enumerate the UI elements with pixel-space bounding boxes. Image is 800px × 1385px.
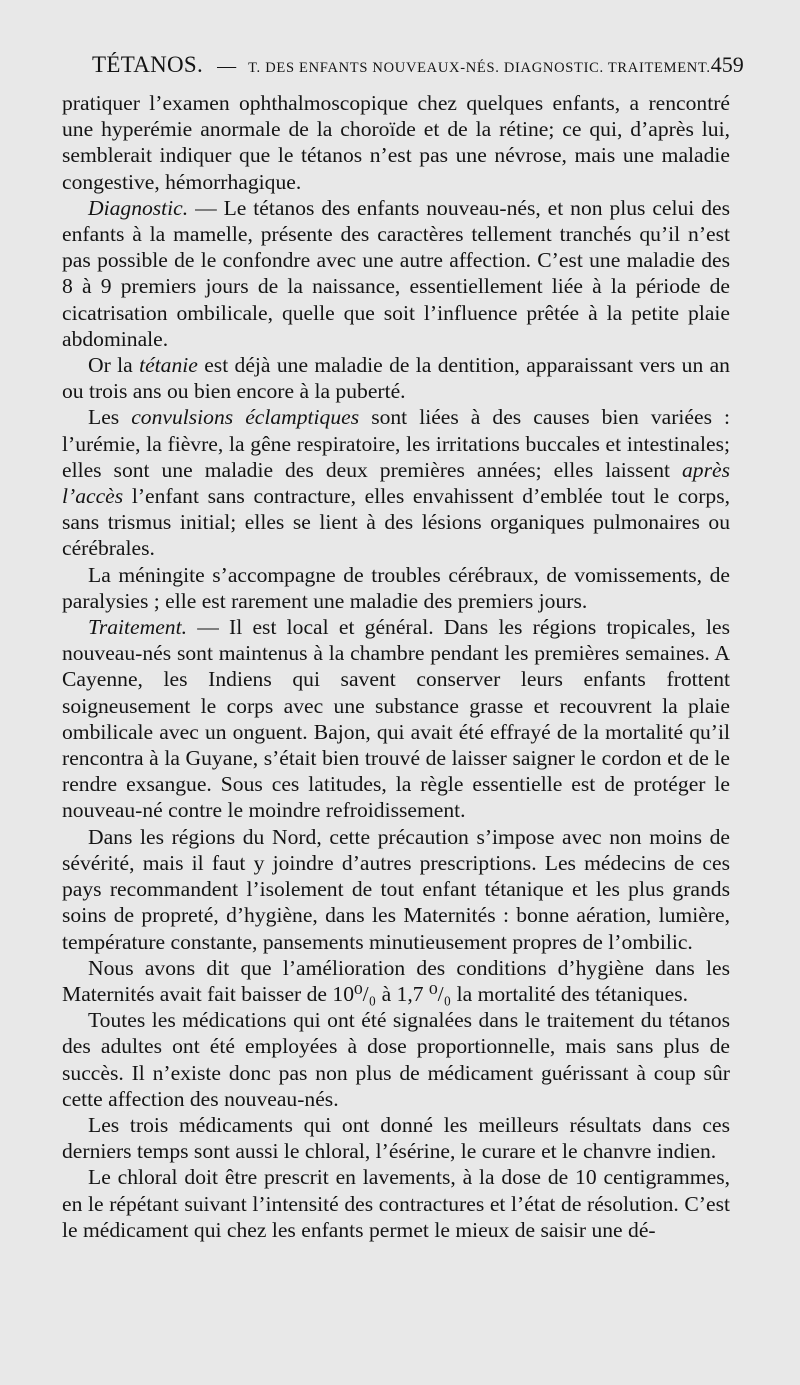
section-heading-traitement: Traitement.: [88, 615, 187, 640]
paragraph-continued: [62, 90, 730, 195]
paragraph-text: Or la: [88, 353, 133, 378]
paragraph-text: La méningite s’accompagne de troubles cérébraux, de vomissements, de paralysies ; elle est rarement une maladie des premiers jours.: [62, 562, 730, 613]
paragraph-text: la mortalité des tétaniques.: [456, 981, 689, 1006]
paragraph-text: Dans les régions du Nord, cette précaution s’impose avec non moins de sévérité, mais il faut y joindre d’autres prescriptions. Les médecins de ces pays recommandent l’isolement de tout enfant tétanique et les plus grands soins de propreté, d’hygiène, dans les Maternités : bonne aération, lumière, température constante, pansements minutieusement propres de l’ombilic.: [62, 824, 730, 954]
italic-term: convulsions éclamptiques: [131, 405, 360, 430]
paragraph-text: l’enfant sans contracture, elles envahissent d’emblée tout le corps, sans trismus initial; elles se lient à des lésions organiques pulmonaires ou cérébrales.: [62, 484, 730, 561]
paragraph-text: Le chloral doit être prescrit en lavements, à la dose de 10 centigrammes, en le répétant suivant l’intensité des contractures et l’état de résolution. C’est le médicament qui chez les enfants permet le mieux de saisir une dé-: [62, 1165, 730, 1242]
paragraph-convulsions: [62, 404, 730, 561]
paragraph-text: Toutes les médications qui ont été signalées dans le traitement du tétanos des adultes ont été employées à dose proportionnelle, mais sans plus de succès. Il n’existe donc pas non plus de médicament guérissant à coup sûr cette affection des nouveau-nés.: [62, 1008, 730, 1111]
paragraph-text: Les: [88, 405, 120, 430]
running-header: [92, 52, 744, 84]
paragraph-text: pratiquer l’examen ophthalmoscopique chez quelques enfants, a rencontré une hyperémie anormale de la choroïde et de la rétine; ce qui, d’après lui, semblerait indiquer que le tétanos n’est pas une névrose, mais une maladie congestive, hémorrhagique.: [62, 91, 730, 194]
paragraph-text: sont liées à des causes bien variées : l’urémie, la fièvre, la gêne respiratoire, les irritations buccales et intestinales; elles sont une maladie des deux premières années; elles laissent: [62, 405, 730, 482]
section-heading-diagnostic: Diagnostic.: [88, 195, 189, 220]
italic-term: tétanie: [139, 353, 198, 378]
paragraph-text: Il est local et général. Dans les régions tropicales, les nouveau-nés sont maintenus à la chambre pendant les premières semaines. A Cayenne, les Indiens qui savent conserver leurs enfants frottent soigneusement le corps avec une substance grasse et recouvrent la plaie ombilicale avec un onguent. Bajon, qui avait été effrayé de la mortalité qu’il rencontra à la Guyane, s’était bien trouvé de laisser saigner le cordon et de le rendre exsangue. Sous ces latitudes, la règle essentielle est de protéger le nouveau-né contre le moindre refroidissement.: [62, 615, 730, 823]
heading-dash: —: [195, 195, 217, 220]
percent-mark: ⁰/₀: [429, 981, 452, 1006]
paragraph-tetanie: [62, 352, 730, 404]
paragraph-diagnostic: [62, 195, 730, 352]
paragraph-meningite: [62, 562, 730, 614]
header-title: TÉTANOS.: [92, 52, 204, 77]
paragraph-text: Nous avons dit que l’amélioration des conditions d’hygiène dans les Maternités avait fait baisser de 10: [62, 955, 730, 1006]
paragraph-text: Le tétanos des enfants nouveau-nés, et non plus celui des enfants à la mamelle, présente des caractères tellement tranchés qu’il n’est pas possible de le confondre avec une autre affection. C’est une maladie des 8 à 9 premiers jours de la naissance, essentiellement liée à la période de cicatrisation ombilicale, quelle que soit l’influence prêtée à la petite plaie abdominale.: [62, 195, 730, 351]
header-dash: —: [217, 56, 237, 77]
paragraph-nord: [62, 824, 730, 955]
page-number: 459: [710, 52, 744, 77]
italic-term: après l’accès: [62, 457, 730, 509]
page-body: [62, 90, 730, 1243]
paragraph-mortalite: [62, 955, 730, 1007]
header-subtitle: T. DES ENFANTS NOUVEAUX-NÉS. DIAGNOSTIC. TRAITEMENT.: [248, 60, 711, 76]
paragraph-medications: [62, 1007, 730, 1112]
paragraph-text: à 1,7: [381, 981, 424, 1006]
paragraph-text: est déjà une maladie de la dentition, apparaissant vers un an ou trois ans ou bien encore à la puberté.: [62, 353, 730, 404]
paragraph-text: Les trois médicaments qui ont donné les meilleurs résultats dans ces derniers temps sont aussi le chloral, l’ésérine, le curare et le chanvre indien.: [62, 1112, 730, 1164]
paragraph-trois-medicaments: [62, 1112, 730, 1164]
percent-mark: ⁰/₀: [354, 981, 377, 1006]
heading-dash: —: [197, 615, 219, 640]
paragraph-traitement: [62, 614, 730, 824]
paragraph-chloral: [62, 1164, 730, 1243]
